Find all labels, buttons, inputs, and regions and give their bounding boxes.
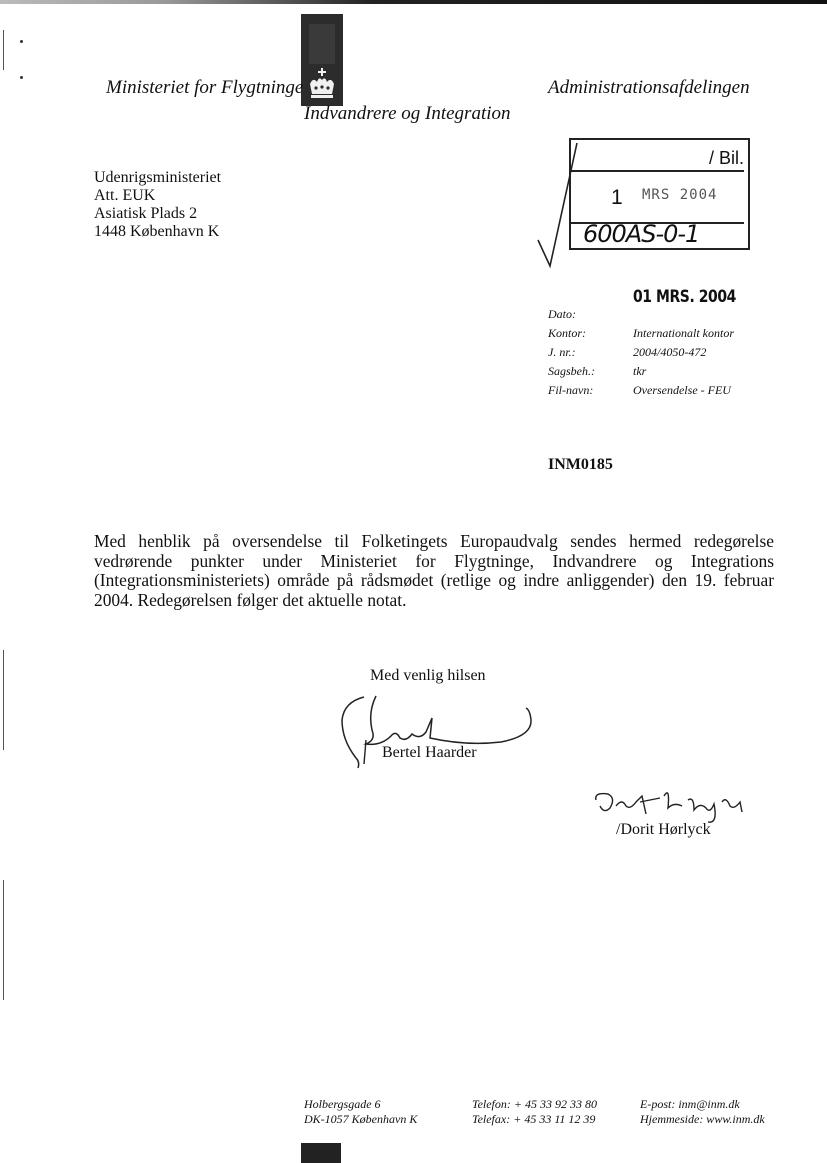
recipient-line: 1448 København K — [94, 223, 220, 240]
footer-address-line: Holbergsgade 6 — [304, 1097, 381, 1111]
date-stamp: 01 MRS. 2004 — [633, 287, 736, 307]
footer-contact — [640, 1097, 765, 1127]
footer-website: Hjemmeside: www.inm.dk — [640, 1112, 765, 1126]
meta-value: Internationalt kontor — [633, 326, 734, 340]
recipient-line: Udenrigsministeriet — [94, 169, 222, 186]
footer-address — [304, 1097, 417, 1127]
footer-phone — [472, 1097, 597, 1127]
ministry-crown-logo — [301, 14, 343, 106]
scan-margin-mark — [3, 880, 4, 1000]
meta-label: Dato: — [548, 307, 576, 321]
ministry-name: Ministeriet for Flygtninge — [106, 77, 304, 98]
stamp-enclosure-mark: / Bil. — [709, 148, 745, 168]
scan-margin-mark — [3, 30, 4, 70]
scan-margin-mark — [3, 650, 4, 750]
scan-speck — [20, 76, 23, 79]
scan-top-edge — [0, 0, 827, 4]
stamp-date: MRS 2004 — [642, 187, 718, 203]
footer-logo-bar — [301, 1143, 341, 1163]
meta-value: 2004/4050-472 — [633, 345, 707, 359]
reference-number: INM0185 — [548, 456, 613, 473]
footer-email: E-post: inm@inm.dk — [640, 1097, 740, 1111]
signatory-name: Bertel Haarder — [382, 744, 477, 761]
letter-body: Med henblik på oversendelse til Folketingets Europaudvalg sendes hermed redegørelse vedrørende punkter under Ministeriet for Flygtninge, Indvandrere og Integrations (Integrationsministeriets) område på rådsmødet (retlige og indre anliggender) den 19. februar 2004. Redegørelsen følger det aktuelle notat. — [94, 531, 774, 610]
recipient-line: Asiatisk Plads 2 — [94, 205, 198, 222]
meta-value: Oversendelse - FEU — [633, 383, 731, 397]
meta-label: Kontor: — [548, 326, 587, 340]
signatory-name: /Dorit Hørlyck — [616, 821, 711, 838]
stamp-number: 1 — [611, 186, 623, 209]
meta-value: tkr — [633, 364, 647, 378]
footer-phone-line: Telefax: + 45 33 11 12 39 — [472, 1112, 596, 1126]
meta-label: Fil-navn: — [548, 383, 594, 397]
scan-speck — [20, 40, 23, 43]
footer-address-line: DK-1057 København K — [304, 1112, 418, 1126]
closing-greeting: Med venlig hilsen — [370, 667, 486, 684]
department-name: Administrationsafdelingen — [548, 77, 750, 98]
ministry-name-continued: Indvandrere og Integration — [304, 103, 511, 124]
footer-phone-line: Telefon: + 45 33 92 33 80 — [472, 1097, 597, 1111]
recipient-line: Att. EUK — [94, 187, 156, 204]
stamp-case-number: 600AS-0-1 — [583, 220, 700, 248]
meta-label: Sagsbeh.: — [548, 364, 595, 378]
meta-label: J. nr.: — [548, 345, 576, 359]
handwritten-check-mark — [535, 140, 585, 270]
